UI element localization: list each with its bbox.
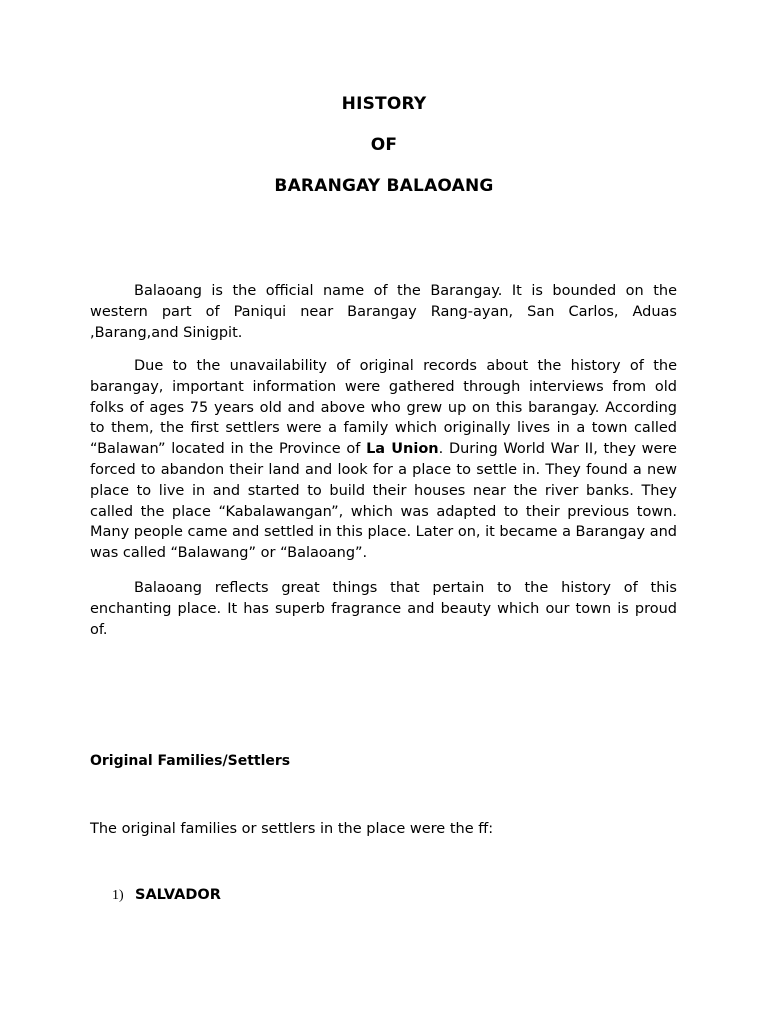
section-heading-original-families: Original Families/Settlers (90, 753, 291, 769)
paragraph-origin-text-start: Due to the unavailability of original records about the history of the barangay, important information were gathered through interviews from old folks of ages 75 years old and above who grew up on this barangay. According to them, the first settlers were a family which originally lives in a town called “Balawan” located in the Province of (90, 358, 677, 458)
paragraph-origin-text-end: . During World War II, they were forced to abandon their land and look for a place to settle in. They found a new place to live in and started to build their houses near the river banks. They called the place “Kabalawangan”, which was adapted to their previous town. Many people came and settled in this place. Later on, it became a Barangay and was called “Balawang” or “Balaoang”. (90, 441, 677, 562)
paragraph-origin (90, 356, 677, 564)
paragraph-reflection: Balaoang reflects great things that pertain to the history of this enchanting place. It has superb fragrance and beauty which our town is proud of. (90, 580, 677, 638)
list-item (112, 885, 221, 906)
list-item-family-name: SALVADOR (135, 887, 221, 903)
title-barangay-balaoang: BARANGAY BALAOANG (274, 176, 494, 196)
paragraph-boundaries: Balaoang is the official name of the Barangay. It is bounded on the western part of Paniqui near Barangay Rang-ayan, San Carlos, Aduas ,Barang,and Sinigpit. (90, 283, 677, 341)
title-of: OF (370, 135, 398, 155)
families-intro-text: The original families or settlers in the place were the ff: (90, 821, 494, 837)
list-item-number: 1) (112, 888, 124, 903)
title-history: HISTORY (341, 94, 427, 114)
province-name: La Union (366, 441, 439, 458)
